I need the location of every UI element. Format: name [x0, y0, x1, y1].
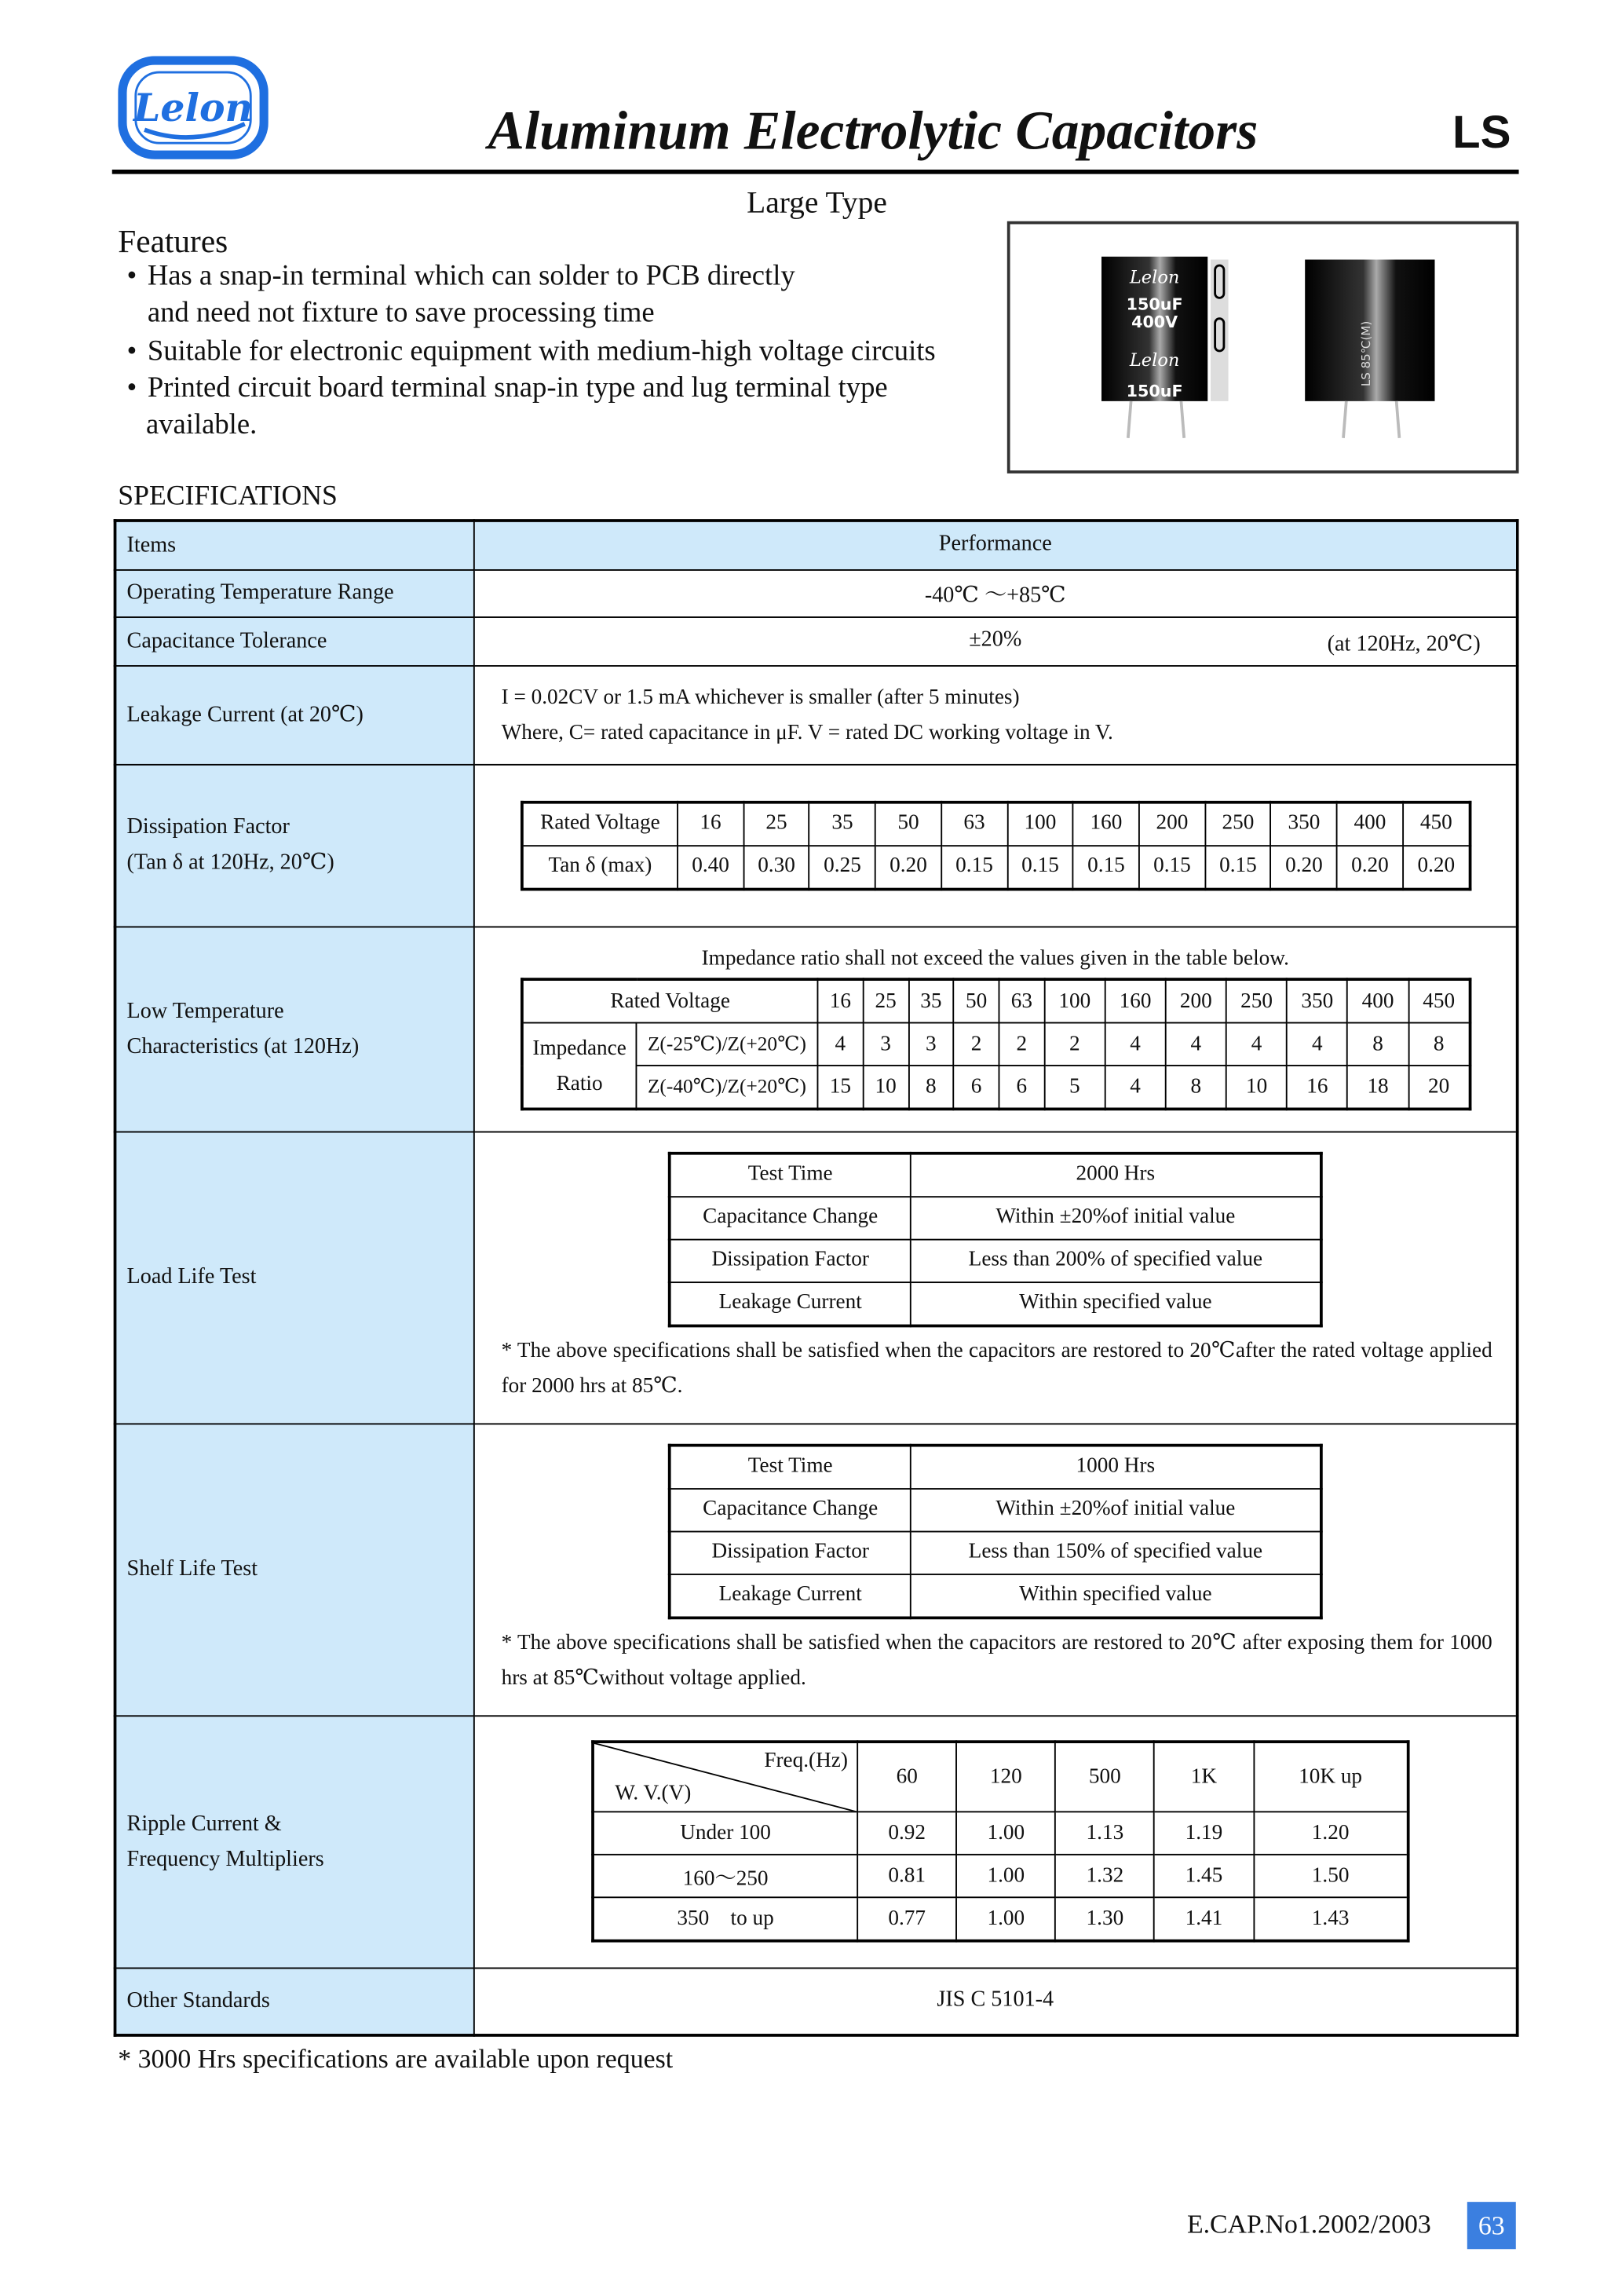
table-row: [115, 764, 1517, 927]
ratio-cell: 2: [1044, 1023, 1105, 1066]
test-row: [670, 1531, 1321, 1574]
ratio-cell: 5: [1044, 1066, 1105, 1109]
svg-text:150uF: 150uF: [1126, 294, 1183, 314]
freq-wv-header: [593, 1742, 857, 1812]
item-label: Capacitance Tolerance: [115, 616, 473, 665]
voltage-cell: 35: [908, 979, 954, 1022]
capacitor-image: [1010, 224, 1516, 470]
ratio-cell: 2: [999, 1023, 1044, 1066]
item-value: [474, 616, 1518, 665]
tan-delta-cell: 0.20: [1403, 845, 1470, 888]
ratio-cell: 4: [1105, 1023, 1165, 1066]
voltage-cell: 160: [1105, 979, 1165, 1022]
ratio-cell: 6: [999, 1066, 1044, 1109]
item-label: [115, 927, 473, 1132]
feature-item: • Has a snap-in terminal which can solder to PCB directly: [126, 261, 795, 292]
freq-header: 1K: [1154, 1742, 1253, 1812]
test-criterion: Less than 150% of specified value: [911, 1531, 1321, 1574]
test-item: Leakage Current: [670, 1574, 911, 1617]
wv-cell: 160～250: [593, 1855, 857, 1897]
ratio-cell: 6: [954, 1066, 999, 1109]
multiplier-cell: 0.81: [857, 1855, 956, 1897]
svg-text:Lelon: Lelon: [1129, 267, 1180, 288]
tan-delta-cell: 0.20: [875, 845, 941, 888]
item-label: Operating Temperature Range: [115, 569, 473, 616]
tan-delta-cell: 0.25: [809, 845, 875, 888]
multiplier-cell: 1.32: [1055, 1855, 1154, 1897]
wv-cell: Under 100: [593, 1812, 857, 1855]
tan-delta-cell: 0.15: [1073, 845, 1139, 888]
multiplier-cell: 1.13: [1055, 1812, 1154, 1855]
tolerance-value: ±20%: [969, 628, 1022, 653]
ratio-cell: 10: [1226, 1066, 1287, 1109]
test-row: [670, 1153, 1321, 1196]
performance-header: Performance: [474, 521, 1518, 569]
test-criterion: Less than 200% of specified value: [911, 1239, 1321, 1281]
voltage-cell: 200: [1139, 802, 1205, 845]
ratio-cell: 8: [1408, 1023, 1470, 1066]
ripple-row: [593, 1898, 1408, 1941]
z-25-label: Z(-25℃)/Z(+20℃): [636, 1023, 817, 1066]
items-header: Items: [115, 521, 473, 569]
rated-voltage-label: Rated Voltage: [522, 979, 818, 1022]
ratio-cell: 3: [863, 1023, 908, 1066]
multiplier-cell: 1.30: [1055, 1898, 1154, 1941]
page-number: 63: [1467, 2202, 1516, 2249]
tan-delta-cell: 0.20: [1271, 845, 1337, 888]
multiplier-cell: 1.00: [956, 1812, 1055, 1855]
voltage-cell: 250: [1226, 979, 1287, 1022]
item-label: Leakage Current (at 20℃): [115, 665, 473, 764]
freq-header: 60: [857, 1742, 956, 1812]
test-row: [670, 1239, 1321, 1281]
tan-delta-cell: 0.15: [1007, 845, 1073, 888]
impedance-intro: Impedance ratio shall not exceed the values given in the table below.: [701, 946, 1289, 971]
table-row: [115, 1423, 1517, 1715]
test-criterion: Within specified value: [911, 1574, 1321, 1617]
impedance-ratio-label: [522, 1023, 637, 1110]
voltage-cell: 25: [743, 802, 809, 845]
voltage-cell: 400: [1347, 979, 1408, 1022]
leakage-definition: Where, C= rated capacitance in μF. V = rated DC working voltage in V.: [501, 720, 1113, 744]
footnote: * 3000 Hrs specifications are available upon request: [118, 2044, 674, 2074]
test-item: Dissipation Factor: [670, 1239, 911, 1281]
voltage-cell: 100: [1044, 979, 1105, 1022]
wv-label: W. V.(V): [615, 1782, 692, 1806]
voltage-cell: 25: [863, 979, 908, 1022]
test-row: [670, 1488, 1321, 1530]
item-value: -40℃ ～+85℃: [474, 569, 1518, 616]
svg-text:Lelon: Lelon: [133, 85, 254, 131]
shelf-life-note: * The above specifications shall be satisfied when the capacitors are restored to 20℃ after exposing them for 1000 hrs at 85℃without voltage applied.: [501, 1630, 1492, 1690]
table-header-row: [115, 521, 1517, 569]
test-item: Test Time: [670, 1153, 911, 1196]
test-item: Leakage Current: [670, 1281, 911, 1325]
tan-delta-cell: 0.20: [1337, 845, 1403, 888]
test-item: Test Time: [670, 1445, 911, 1488]
tan-delta-cell: 0.15: [1205, 845, 1271, 888]
impedance-ratio-table: [521, 978, 1471, 1110]
ripple-row: [593, 1812, 1408, 1855]
test-criterion: Within specified value: [911, 1281, 1321, 1325]
svg-text:Lelon: Lelon: [1129, 349, 1180, 371]
wv-cell: 350 to up: [593, 1898, 857, 1941]
test-criterion: Within ±20%of initial value: [911, 1488, 1321, 1530]
test-criterion: 1000 Hrs: [911, 1445, 1321, 1488]
voltage-cell: 200: [1166, 979, 1226, 1022]
voltage-cell: 50: [954, 979, 999, 1022]
features-heading: Features: [118, 222, 228, 260]
lelon-logo: [118, 56, 269, 159]
test-criterion: Within ±20%of initial value: [911, 1196, 1321, 1238]
test-row: [670, 1196, 1321, 1238]
multiplier-cell: 1.20: [1253, 1812, 1408, 1855]
ratio-cell: 16: [1287, 1066, 1347, 1109]
item-label: [115, 764, 473, 927]
catalog-number: E.CAP.No1.2002/2003: [1186, 2209, 1431, 2239]
ratio-cell: 18: [1347, 1066, 1408, 1109]
multiplier-cell: 0.92: [857, 1812, 956, 1855]
freq-header: 10K up: [1253, 1742, 1408, 1812]
freq-header: 120: [956, 1742, 1055, 1812]
ratio-cell: 4: [1287, 1023, 1347, 1066]
tan-delta-cell: 0.15: [1139, 845, 1205, 888]
ripple-row: [593, 1855, 1408, 1897]
freq-label: Freq.(Hz): [764, 1749, 848, 1773]
item-value: [474, 1132, 1518, 1424]
table-row: [115, 665, 1517, 764]
ratio-cell: 15: [817, 1066, 863, 1109]
item-label: Other Standards: [115, 1968, 473, 2035]
multiplier-cell: 1.19: [1154, 1812, 1253, 1855]
item-value: [474, 764, 1518, 927]
load-life-table: [668, 1151, 1323, 1327]
voltage-cell: 350: [1271, 802, 1337, 845]
multiplier-cell: 1.50: [1253, 1855, 1408, 1897]
df-condition: (Tan δ at 120Hz, 20℃): [126, 850, 334, 875]
ripple-multiplier-table: [591, 1740, 1409, 1943]
test-row: [670, 1445, 1321, 1488]
item-value: JIS C 5101-4: [474, 1968, 1518, 2035]
tan-delta-cell: 0.40: [678, 845, 743, 888]
svg-text:150uF: 150uF: [1126, 382, 1183, 401]
lowtemp-condition: Characteristics (at 120Hz): [126, 1034, 360, 1058]
ratio-cell: 10: [863, 1066, 908, 1109]
multiplier-cell: 1.00: [956, 1855, 1055, 1897]
item-value: [474, 927, 1518, 1132]
rated-voltage-label: Rated Voltage: [522, 802, 678, 845]
ratio-label: Ratio: [556, 1071, 603, 1095]
ratio-cell: 20: [1408, 1066, 1470, 1109]
ratio-cell: 4: [1166, 1023, 1226, 1066]
multiplier-cell: 1.43: [1253, 1898, 1408, 1941]
header-rule: [112, 170, 1519, 174]
voltage-cell: 16: [678, 802, 743, 845]
feature-item: • Suitable for electronic equipment with medium-high voltage circuits: [126, 336, 936, 367]
ratio-cell: 4: [817, 1023, 863, 1066]
product-photo: [1007, 221, 1519, 473]
multiplier-cell: 1.00: [956, 1898, 1055, 1941]
table-row: [115, 927, 1517, 1132]
freq-header: 500: [1055, 1742, 1154, 1812]
test-item: Capacitance Change: [670, 1196, 911, 1238]
voltage-cell: 16: [817, 979, 863, 1022]
voltage-cell: 63: [999, 979, 1044, 1022]
specifications-table: [114, 519, 1519, 2037]
ratio-cell: 8: [1347, 1023, 1408, 1066]
multiplier-cell: 1.45: [1154, 1855, 1253, 1897]
test-item: Capacitance Change: [670, 1488, 911, 1530]
ratio-cell: 3: [908, 1023, 954, 1066]
table-row: [115, 1968, 1517, 2035]
item-value: [474, 1715, 1518, 1967]
svg-text:400V: 400V: [1131, 312, 1178, 331]
test-item: Dissipation Factor: [670, 1531, 911, 1574]
multiplier-cell: 0.77: [857, 1898, 956, 1941]
test-row: [670, 1574, 1321, 1617]
item-label: [115, 1715, 473, 1967]
leakage-formula: I = 0.02CV or 1.5 mA whichever is smaller (after 5 minutes): [501, 685, 1020, 709]
df-label: Dissipation Factor: [126, 815, 290, 839]
feature-item-cont: and need not fixture to save processing time: [147, 298, 655, 329]
table-row: [115, 569, 1517, 616]
item-value: [474, 1423, 1518, 1715]
voltage-cell: 160: [1073, 802, 1139, 845]
item-value: [474, 665, 1518, 764]
ratio-cell: 8: [908, 1066, 954, 1109]
z-40-label: Z(-40℃)/Z(+20℃): [636, 1066, 817, 1109]
voltage-cell: 250: [1205, 802, 1271, 845]
feature-item-cont: available.: [145, 410, 258, 441]
tan-delta-label: Tan δ (max): [522, 845, 678, 888]
voltage-cell: 63: [941, 802, 1007, 845]
ripple-label: Ripple Current &: [126, 1812, 282, 1836]
svg-text:LS 85℃(M): LS 85℃(M): [1358, 320, 1373, 387]
item-label: Shelf Life Test: [115, 1423, 473, 1715]
ratio-cell: 4: [1226, 1023, 1287, 1066]
ratio-cell: 2: [954, 1023, 999, 1066]
tan-delta-cell: 0.30: [743, 845, 809, 888]
voltage-cell: 350: [1287, 979, 1347, 1022]
tolerance-condition: (at 120Hz, 20℃): [1327, 631, 1481, 656]
page-title: Aluminum Electrolytic Capacitors: [488, 101, 1259, 163]
voltage-cell: 450: [1408, 979, 1470, 1022]
lowtemp-label: Low Temperature: [126, 999, 284, 1023]
subtitle: Large Type: [747, 184, 887, 220]
ratio-cell: 4: [1105, 1066, 1165, 1109]
load-life-note: * The above specifications shall be satisfied when the capacitors are restored to 20℃after the rated voltage applied for 2000 hrs at 85℃.: [501, 1338, 1492, 1398]
table-row: [115, 1132, 1517, 1424]
test-row: [670, 1281, 1321, 1325]
dissipation-factor-table: [521, 800, 1471, 890]
ratio-cell: 8: [1166, 1066, 1226, 1109]
ripple-label-2: Frequency Multipliers: [126, 1847, 324, 1871]
impedance-label: Impedance: [532, 1036, 627, 1060]
voltage-cell: 100: [1007, 802, 1073, 845]
table-row: [115, 1715, 1517, 1967]
series-code: LS: [1452, 106, 1511, 158]
table-row: [115, 616, 1517, 665]
feature-item: • Printed circuit board terminal snap-in type and lug terminal type: [126, 373, 888, 404]
item-label: Load Life Test: [115, 1132, 473, 1424]
voltage-cell: 50: [875, 802, 941, 845]
specifications-heading: SPECIFICATIONS: [118, 481, 338, 512]
test-criterion: 2000 Hrs: [911, 1153, 1321, 1196]
multiplier-cell: 1.41: [1154, 1898, 1253, 1941]
tan-delta-cell: 0.15: [941, 845, 1007, 888]
voltage-cell: 450: [1403, 802, 1470, 845]
voltage-cell: 35: [809, 802, 875, 845]
shelf-life-table: [668, 1443, 1323, 1619]
voltage-cell: 400: [1337, 802, 1403, 845]
